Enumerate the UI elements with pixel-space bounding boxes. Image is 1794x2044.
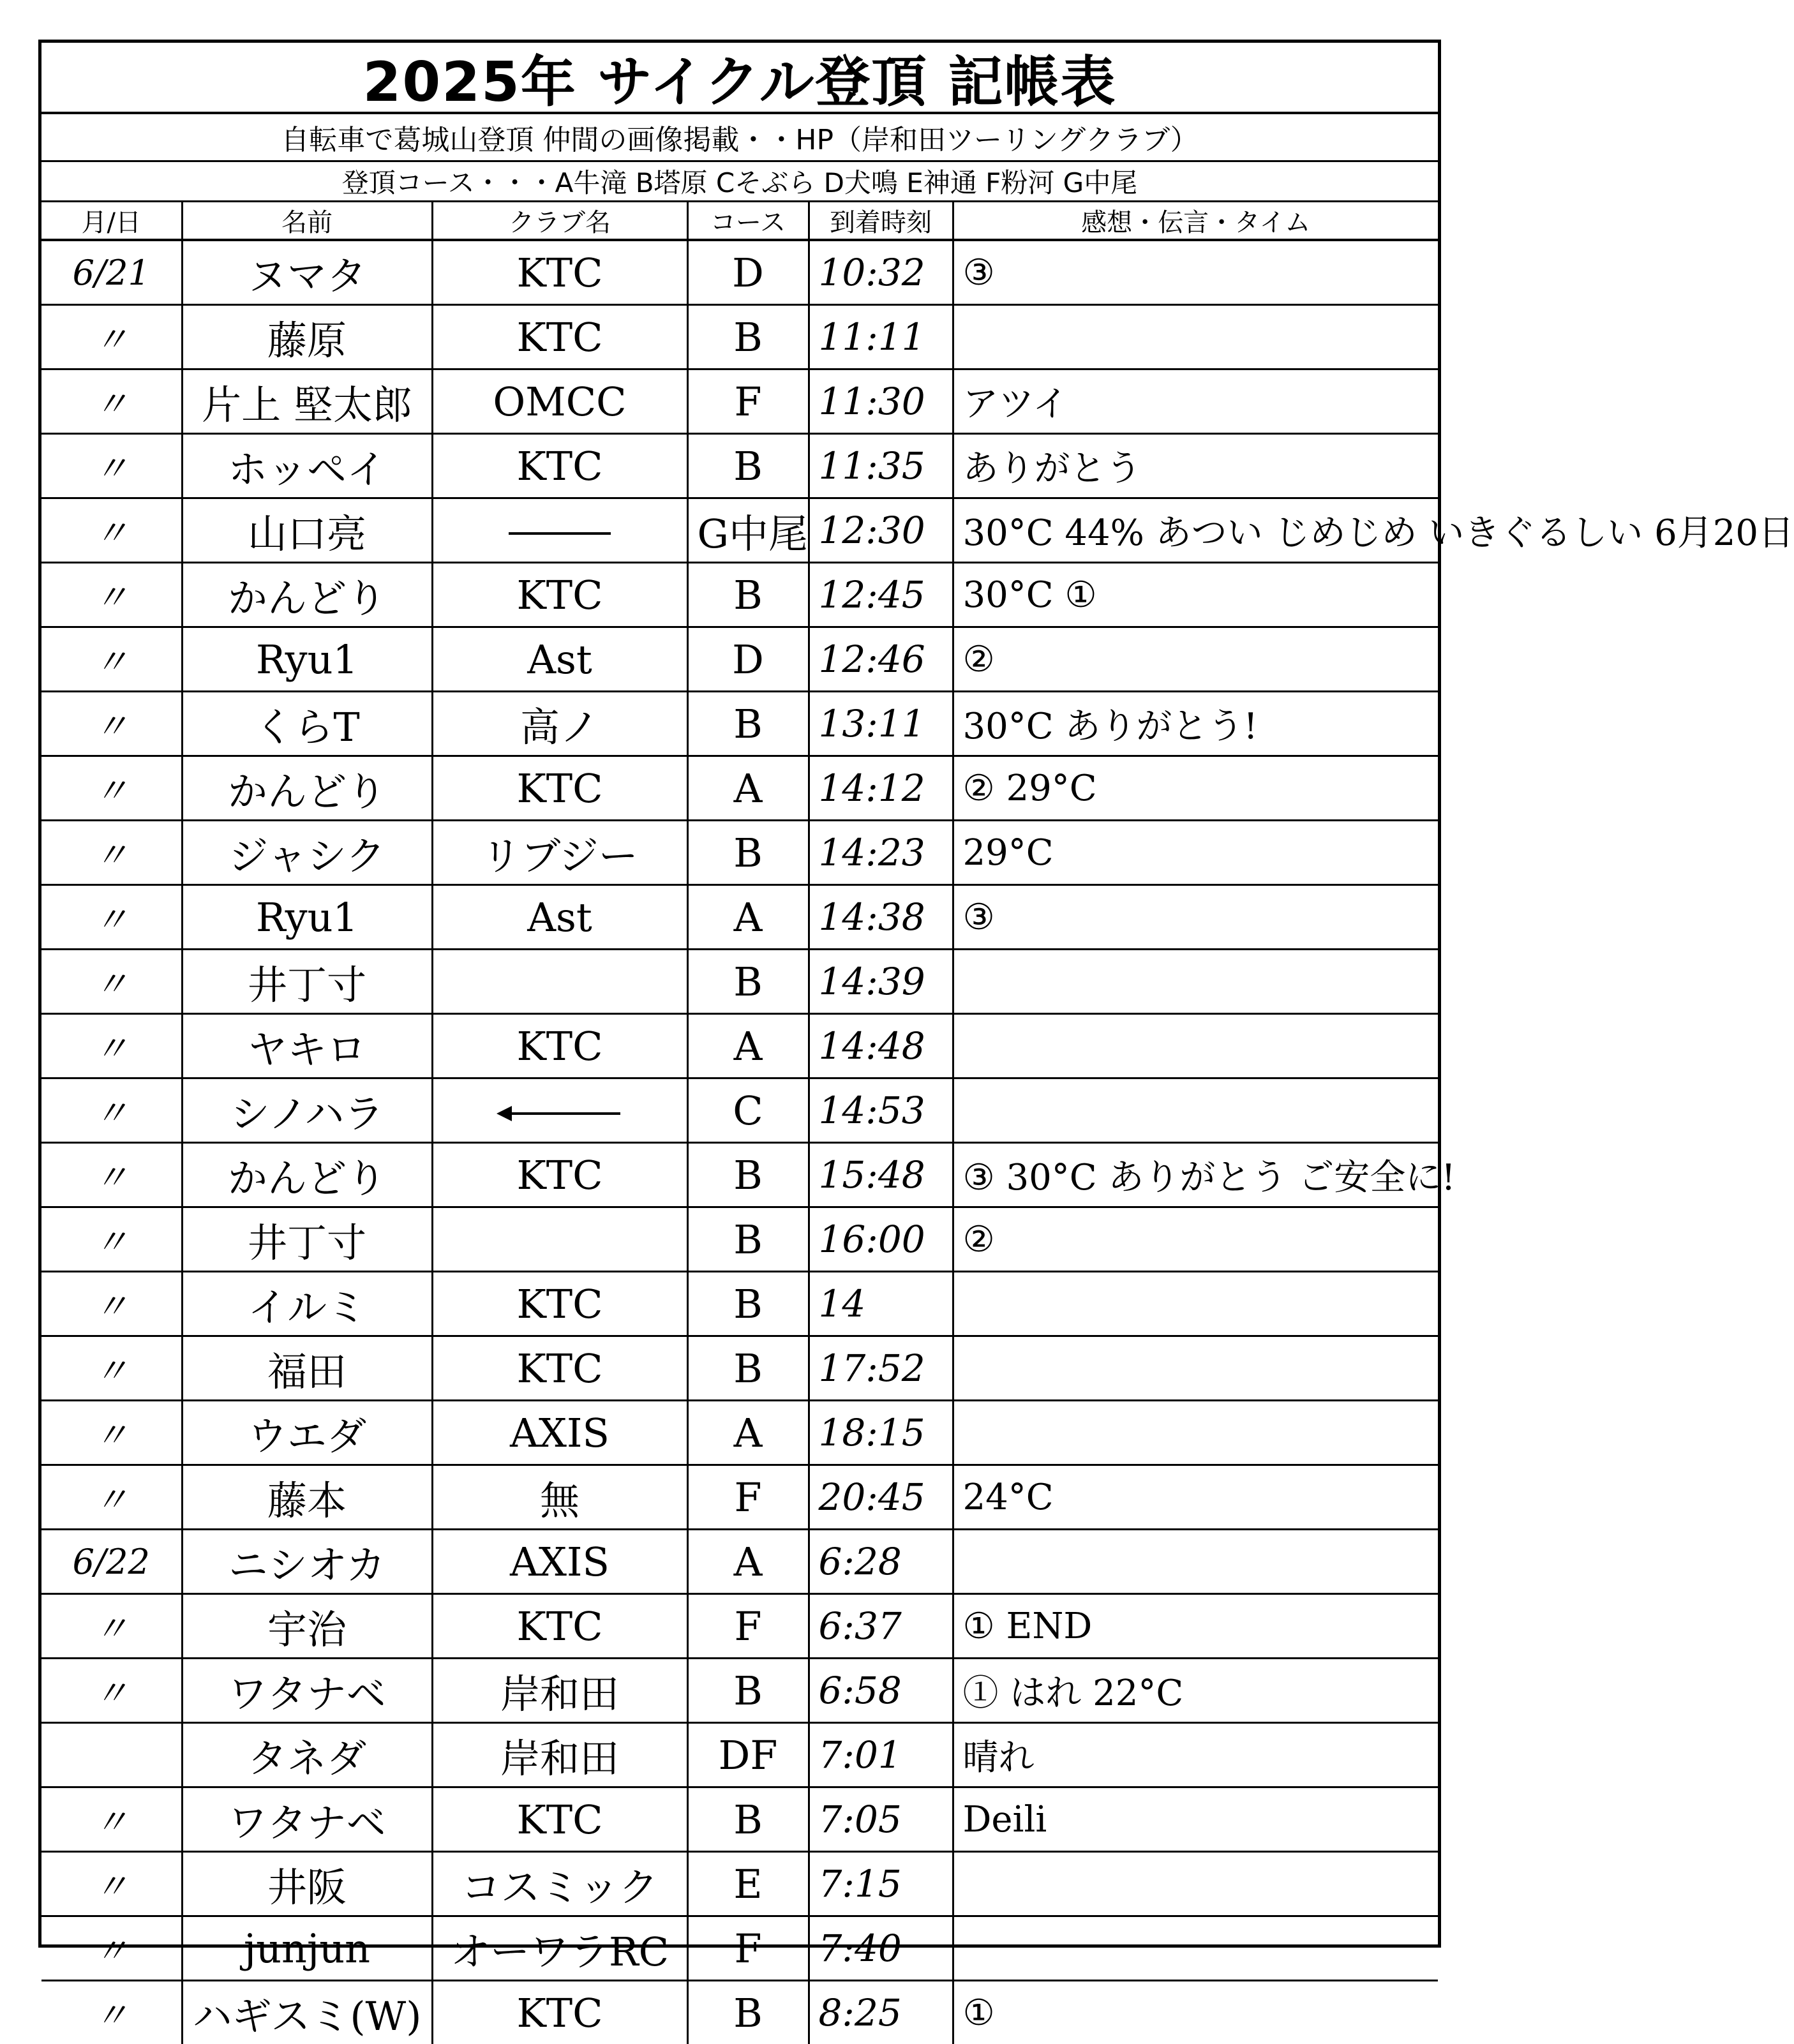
cell-club: 無 [432,1465,687,1530]
cell-course: B [687,950,809,1014]
cell-name: ハギスミ(W) [182,1981,432,2044]
cell-name: ヌマタ [182,240,432,305]
cell-message: ② [953,1207,1438,1272]
table-row [41,305,1438,369]
table-row [41,692,1438,756]
cell-club: KTC [432,434,687,498]
header-message: 感想・伝言・タイム [953,202,1438,240]
cell-name: ワタナベ [182,1659,432,1723]
cell-club [432,1078,687,1143]
table-row [41,434,1438,498]
cell-message [953,1401,1438,1465]
header-course: コース [687,202,809,240]
cell-course: F [687,1594,809,1659]
cell-name: ジャシク [182,821,432,885]
header-name: 名前 [182,202,432,240]
cell-message [953,1530,1438,1594]
cell-name: かんどり [182,1143,432,1207]
cell-time: 12:46 [809,627,953,692]
cell-time: 7:15 [809,1852,953,1916]
cell-time: 14:48 [809,1014,953,1078]
cell-time: 18:15 [809,1401,953,1465]
cell-date: 6/21 [41,240,182,305]
cell-name: 宇治 [182,1594,432,1659]
table-row [41,1465,1438,1530]
cell-course: C [687,1078,809,1143]
cell-message: 30°C 44% あつい じめじめ いきぐるしい 6月20日 [953,498,1438,563]
cell-date: 〃 [41,369,182,434]
cell-name: 福田 [182,1336,432,1401]
cell-time: 15:48 [809,1143,953,1207]
cell-message: ③ 30°C ありがとう ご安全に! [953,1143,1438,1207]
cell-message: ② [953,627,1438,692]
cell-time: 7:40 [809,1916,953,1981]
cell-club: KTC [432,1981,687,2044]
cell-course: A [687,756,809,821]
table-row [41,821,1438,885]
cell-message [953,950,1438,1014]
cell-course: B [687,1336,809,1401]
cell-message: ③ [953,240,1438,305]
cell-message: 24°C [953,1465,1438,1530]
table-row [41,1207,1438,1272]
cell-date: 〃 [41,1014,182,1078]
cell-club: KTC [432,1336,687,1401]
cell-time: 12:30 [809,498,953,563]
cell-club [432,498,687,563]
cell-date: 〃 [41,756,182,821]
course-legend: 登頂コース・・・A牛滝 B塔原 Cそぶら D犬鳴 E神通 F粉河 G中尾 [41,162,1438,202]
cell-club: OMCC [432,369,687,434]
log-rows [41,240,1438,2044]
cell-date: 〃 [41,1852,182,1916]
cell-date: 〃 [41,821,182,885]
cell-date: 〃 [41,434,182,498]
cell-course: B [687,305,809,369]
cell-club: KTC [432,1143,687,1207]
cell-time: 13:11 [809,692,953,756]
cell-club: KTC [432,1014,687,1078]
table-row [41,240,1438,305]
header-club: クラブ名 [432,202,687,240]
table-row [41,369,1438,434]
cell-name: 井丁寸 [182,1207,432,1272]
header-date: 月/日 [41,202,182,240]
table-row [41,563,1438,627]
table-row [41,1723,1438,1787]
cell-date: 〃 [41,1981,182,2044]
cell-name: 藤本 [182,1465,432,1530]
cell-name: くらT [182,692,432,756]
cell-club: リブジー [432,821,687,885]
sheet-title: 2025年 サイクル登頂 記帳表 [41,43,1438,114]
cell-time: 14 [809,1272,953,1336]
table-row [41,1916,1438,1981]
cell-course: A [687,1401,809,1465]
cell-time: 14:53 [809,1078,953,1143]
table-row [41,1981,1438,2044]
table-row [41,627,1438,692]
cell-club: AXIS [432,1401,687,1465]
cell-time: 14:23 [809,821,953,885]
cell-course: D [687,627,809,692]
cell-time: 8:25 [809,1981,953,2044]
cell-message: アツイ [953,369,1438,434]
cell-date: 6/22 [41,1530,182,1594]
cell-message: ① [953,1981,1438,2044]
cell-course: A [687,1530,809,1594]
cell-time: 10:32 [809,240,953,305]
table-row [41,1594,1438,1659]
cell-message: Deili [953,1787,1438,1852]
cell-time: 17:52 [809,1336,953,1401]
ditto-arrow-icon [499,1112,620,1115]
cell-time: 14:38 [809,885,953,950]
cell-date: 〃 [41,1078,182,1143]
cell-date: 〃 [41,1143,182,1207]
cell-name: シノハラ [182,1078,432,1143]
cell-message: 29°C [953,821,1438,885]
cell-club: KTC [432,756,687,821]
cell-message: ② 29°C [953,756,1438,821]
cell-message [953,1272,1438,1336]
cell-message: ③ [953,885,1438,950]
table-row [41,756,1438,821]
cell-message: 30°C ① [953,563,1438,627]
cell-name: タネダ [182,1723,432,1787]
cell-course: B [687,692,809,756]
cell-message: ① END [953,1594,1438,1659]
cell-date: 〃 [41,1401,182,1465]
cell-date: 〃 [41,305,182,369]
cell-course: B [687,1207,809,1272]
cell-course: A [687,1014,809,1078]
cell-club: KTC [432,240,687,305]
cell-time: 11:11 [809,305,953,369]
cell-date: 〃 [41,1659,182,1723]
cell-time: 12:45 [809,563,953,627]
cell-course: B [687,1981,809,2044]
cell-date: 〃 [41,950,182,1014]
table-row [41,498,1438,563]
cell-name: ヤキロ [182,1014,432,1078]
cell-time: 11:35 [809,434,953,498]
cell-club: KTC [432,563,687,627]
cell-date: 〃 [41,1465,182,1530]
cell-date: 〃 [41,1336,182,1401]
cell-time: 14:12 [809,756,953,821]
cell-club: コスミック [432,1852,687,1916]
cell-club: 高ノ [432,692,687,756]
table-row [41,1530,1438,1594]
cell-message [953,1336,1438,1401]
cell-time: 6:28 [809,1530,953,1594]
cell-course: B [687,1659,809,1723]
cell-message: 30°C ありがとう! [953,692,1438,756]
cell-course: F [687,1465,809,1530]
dash-mark [509,532,611,535]
table-row [41,885,1438,950]
cell-club [432,1207,687,1272]
cell-date: 〃 [41,1272,182,1336]
table-row [41,1852,1438,1916]
cell-date: 〃 [41,1207,182,1272]
sheet-subtitle: 自転車で葛城山登頂 仲間の画像掲載・・HP（岸和田ツーリングクラブ） [41,114,1438,162]
cell-date: 〃 [41,692,182,756]
cell-date: 〃 [41,563,182,627]
cell-message [953,1014,1438,1078]
table-row [41,1078,1438,1143]
table-row [41,1336,1438,1401]
cell-club: KTC [432,1787,687,1852]
cell-course: D [687,240,809,305]
cell-course: B [687,1272,809,1336]
header-row [41,202,1438,240]
cell-club: 岸和田 [432,1659,687,1723]
cell-message [953,1078,1438,1143]
cell-name: ニシオカ [182,1530,432,1594]
log-table [41,202,1438,2044]
cell-time: 16:00 [809,1207,953,1272]
cell-name: かんどり [182,563,432,627]
cell-club: KTC [432,1272,687,1336]
cell-name: ウエダ [182,1401,432,1465]
cell-name: 片上 堅太郎 [182,369,432,434]
cell-club: オーワラRC [432,1916,687,1981]
cell-name: イルミ [182,1272,432,1336]
cell-course: B [687,821,809,885]
cell-name: ワタナベ [182,1787,432,1852]
table-row [41,1401,1438,1465]
cell-date: 〃 [41,885,182,950]
cell-time: 6:58 [809,1659,953,1723]
cell-club: Ast [432,627,687,692]
cell-course: E [687,1852,809,1916]
cell-date: 〃 [41,627,182,692]
cell-course: G中尾 [687,498,809,563]
cell-message [953,305,1438,369]
table-row [41,950,1438,1014]
cell-club [432,950,687,1014]
cell-message: ありがとう [953,434,1438,498]
cell-course: F [687,369,809,434]
cell-time: 14:39 [809,950,953,1014]
cell-club: KTC [432,305,687,369]
cell-message [953,1852,1438,1916]
cell-name: junjun [182,1916,432,1981]
cell-course: A [687,885,809,950]
cell-club: 岸和田 [432,1723,687,1787]
cell-date: 〃 [41,1787,182,1852]
cell-course: B [687,1787,809,1852]
table-row [41,1143,1438,1207]
header-time: 到着時刻 [809,202,953,240]
cell-time: 7:01 [809,1723,953,1787]
cell-club: Ast [432,885,687,950]
cell-message [953,1916,1438,1981]
cell-course: F [687,1916,809,1981]
cell-time: 11:30 [809,369,953,434]
table-row [41,1659,1438,1723]
table-row [41,1787,1438,1852]
sign-in-sheet [38,40,1441,1948]
cell-name: Ryu1 [182,885,432,950]
cell-name: かんどり [182,756,432,821]
cell-course: B [687,563,809,627]
cell-name: 井丁寸 [182,950,432,1014]
cell-name: 井阪 [182,1852,432,1916]
cell-time: 20:45 [809,1465,953,1530]
cell-message: ① はれ 22°C [953,1659,1438,1723]
table-row [41,1014,1438,1078]
cell-course: B [687,1143,809,1207]
cell-name: Ryu1 [182,627,432,692]
cell-date: 〃 [41,1594,182,1659]
table-row [41,1272,1438,1336]
cell-date: 〃 [41,498,182,563]
cell-date: 〃 [41,1916,182,1981]
cell-date [41,1723,182,1787]
cell-name: ホッペイ [182,434,432,498]
cell-course: B [687,434,809,498]
cell-name: 藤原 [182,305,432,369]
cell-time: 7:05 [809,1787,953,1852]
cell-club: AXIS [432,1530,687,1594]
cell-club: KTC [432,1594,687,1659]
cell-message: 晴れ [953,1723,1438,1787]
cell-time: 6:37 [809,1594,953,1659]
cell-course: DF [687,1723,809,1787]
cell-name: 山口亮 [182,498,432,563]
